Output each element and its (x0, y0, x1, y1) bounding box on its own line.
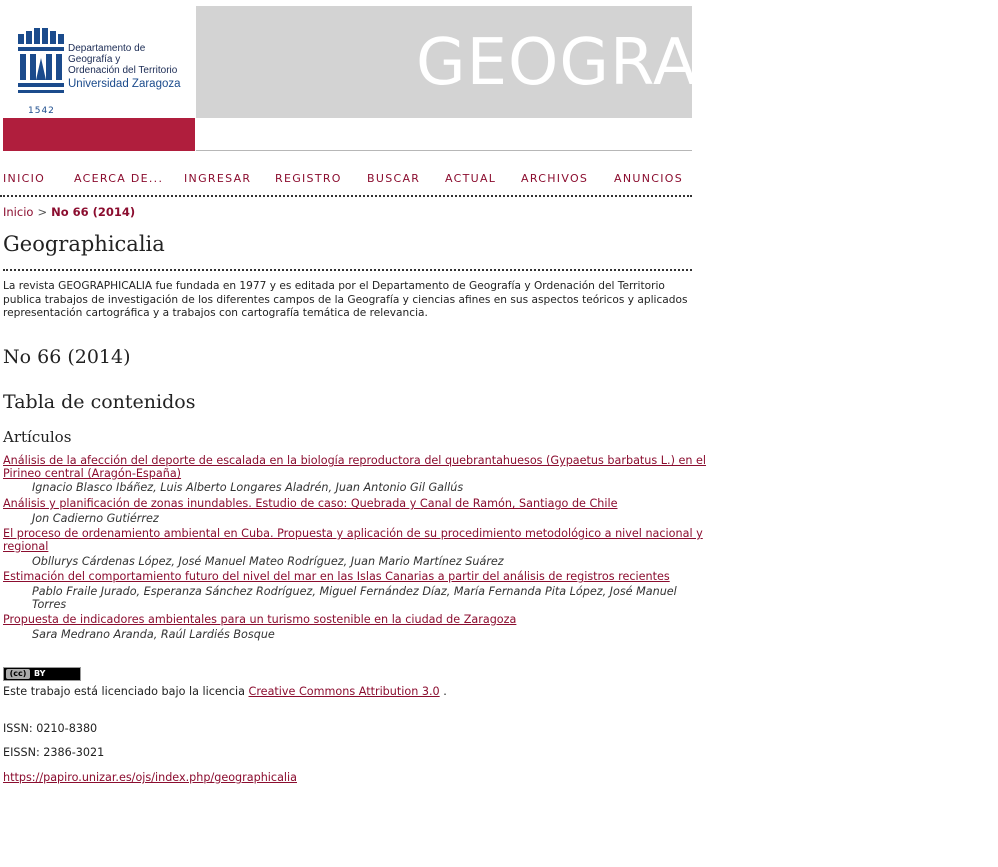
breadcrumb-separator: > (37, 205, 48, 219)
breadcrumb (3, 205, 135, 219)
description-line: representación cartográfica y a trabajos con cartografía temática de relevancia. (3, 307, 428, 319)
university-logo[interactable] (3, 6, 195, 118)
description-line: publica trabajos de investigación de los diferentes campos de la Geografía y ciencias afines en sus aspectos teóricos y aplicados (3, 293, 688, 306)
article-title-link[interactable] (3, 570, 670, 583)
logo-line-territory: Ordenación del Territorio (68, 65, 178, 76)
banner-title: GEOGRAPHICALIA (416, 26, 998, 100)
issn: ISSN: 0210-8380 (3, 722, 98, 735)
article-title-line: Pirineo central (Aragón-España) (3, 467, 182, 480)
article-title-link[interactable] (3, 613, 516, 626)
nav-item-ingresar[interactable]: INGRESAR (184, 172, 252, 185)
logo-accent-bar (3, 118, 195, 151)
title-divider (3, 269, 692, 271)
cc-license-badge[interactable] (3, 667, 81, 681)
license-suffix: . (443, 685, 447, 698)
article-authors (32, 585, 677, 611)
banner (196, 6, 998, 118)
article-authors (32, 481, 463, 494)
nav-item-registro[interactable]: REGISTRO (275, 172, 342, 185)
journal-url-container (3, 771, 297, 784)
journal-description (3, 280, 723, 321)
article-authors (32, 628, 275, 641)
article-author-line: Ignacio Blasco Ibáñez, Luis Alberto Longares Aladrén, Juan Antonio Gil Gallús (32, 481, 464, 494)
logo-year: 1542 (28, 106, 55, 116)
article-title-link[interactable] (3, 454, 706, 480)
article-title-line: Estimación del comportamiento futuro del nivel del mar en las Islas Canarias a partir del análisis de registros recientes (3, 570, 670, 583)
article-authors (32, 555, 504, 568)
article-title-line: El proceso de ordenamiento ambiental en Cuba. Propuesta y aplicación de su procedimiento metodológico a nivel nacional y (3, 527, 703, 540)
article-author-line: Jon Cadierno Gutiérrez (32, 512, 159, 525)
main-navigation (0, 165, 692, 197)
logo-line-geography: Geografía y (68, 54, 121, 65)
article-author-line: Pablo Fraile Jurado, Esperanza Sánchez Rodríguez, Miguel Fernández Díaz, María Fernanda Pita López, José Manuel (32, 585, 677, 598)
article-author-line: Sara Medrano Aranda, Raúl Lardiés Bosque (32, 628, 275, 641)
article-title-line: Análisis y planificación de zonas inundables. Estudio de caso: Quebrada y Canal de Ramón, Santiago de Chile (3, 497, 618, 510)
license-statement (3, 685, 447, 698)
section-heading: Artículos (3, 428, 72, 446)
cc-icon: (cc) (6, 669, 30, 679)
license-link[interactable]: Creative Commons Attribution 3.0 (248, 685, 440, 698)
nav-item-acerca-de[interactable]: ACERCA DE... (74, 172, 164, 185)
breadcrumb-home-link[interactable]: Inicio (3, 205, 34, 219)
issue-title: No 66 (2014) (3, 346, 131, 368)
description-line: La revista GEOGRAPHICALIA fue fundada en 1977 y es editada por el Departamento de Geografía y Ordenación del Territorio (3, 280, 665, 292)
article-title-line: Propuesta de indicadores ambientales para un turismo sostenible en la ciudad de Zaragoza (3, 613, 517, 626)
journal-url-link[interactable]: https://papiro.unizar.es/ojs/index.php/geographicalia (3, 771, 297, 784)
nav-item-inicio[interactable]: INICIO (3, 172, 46, 185)
cc-by-icon: BY (34, 669, 46, 678)
nav-item-archivos[interactable]: ARCHIVOS (521, 172, 589, 185)
header-divider (196, 150, 692, 151)
article-title-line: regional (3, 540, 49, 553)
article-title-link[interactable] (3, 497, 618, 510)
license-text: Este trabajo está licenciado bajo la licencia (3, 685, 245, 698)
article-title-line: Análisis de la afección del deporte de escalada en la biología reproductora del quebrantahuesos (Gypaetus barbatus L.) en el (3, 454, 707, 467)
article-author-line: Torres (32, 598, 67, 611)
toc-heading: Tabla de contenidos (3, 391, 196, 413)
article-authors (32, 512, 159, 525)
nav-item-actual[interactable]: ACTUAL (445, 172, 497, 185)
eissn: EISSN: 2386-3021 (3, 746, 105, 759)
logo-line-department: Departamento de (68, 43, 146, 54)
article-title-link[interactable] (3, 527, 703, 553)
nav-item-anuncios[interactable]: ANUNCIOS (614, 172, 683, 185)
nav-item-buscar[interactable]: BUSCAR (367, 172, 421, 185)
journal-title: Geographicalia (3, 232, 165, 256)
breadcrumb-current[interactable]: No 66 (2014) (51, 205, 136, 219)
logo-line-university: Universidad Zaragoza (68, 78, 181, 90)
site-header (0, 0, 998, 152)
university-crest-icon (16, 28, 66, 100)
article-author-line: Obllurys Cárdenas López, José Manuel Mateo Rodríguez, Juan Mario Martínez Suárez (32, 555, 504, 568)
